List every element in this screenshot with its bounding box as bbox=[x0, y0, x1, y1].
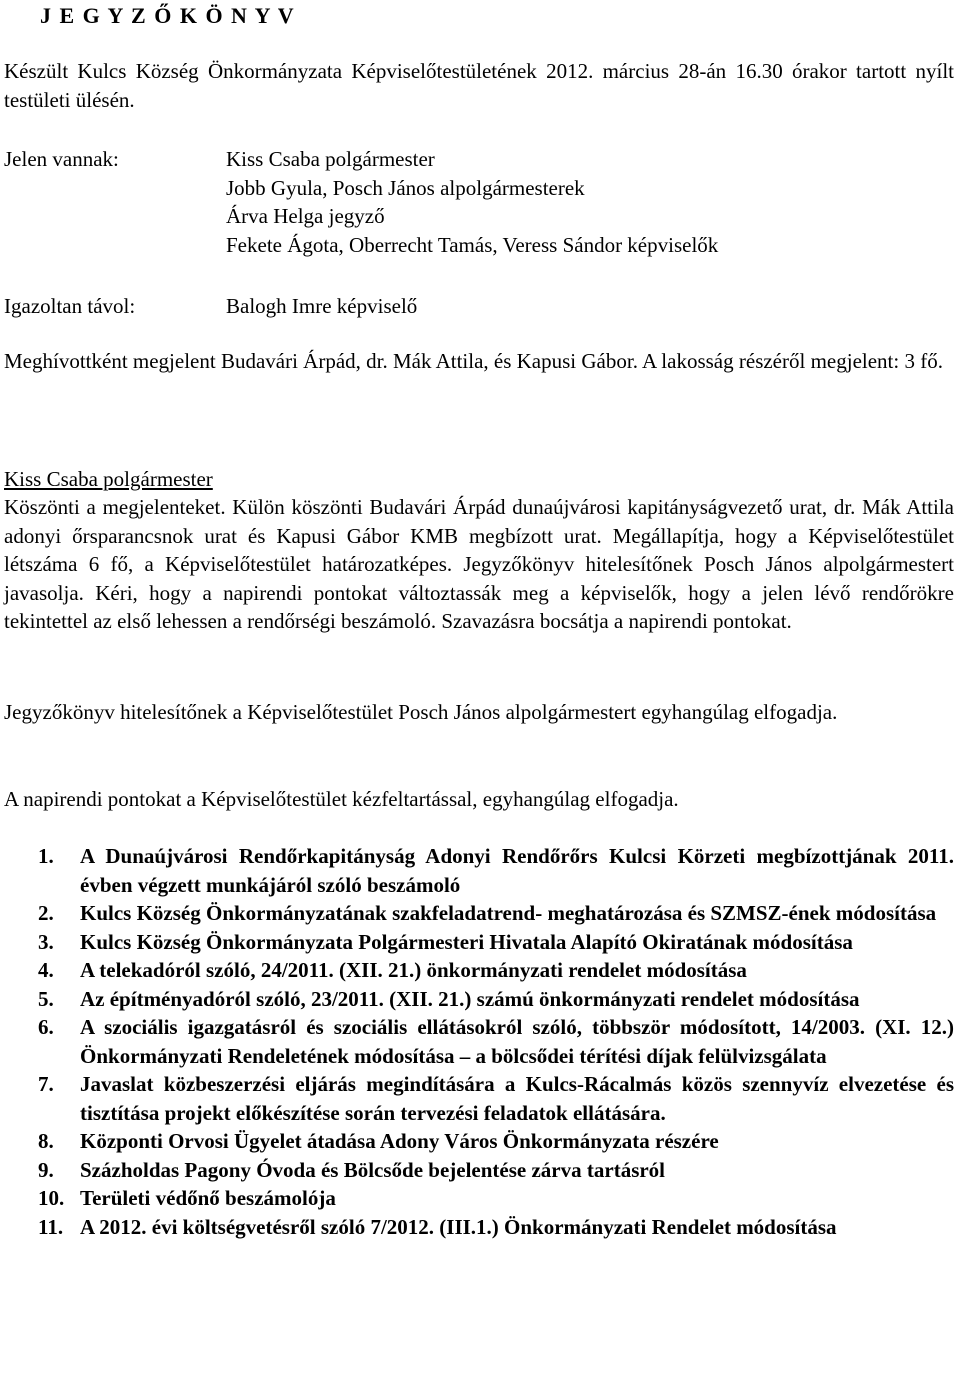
agenda-number: 11. bbox=[38, 1214, 64, 1239]
invited-paragraph: Meghívottként megjelent Budavári Árpád, dr. Mák Attila, és Kapusi Gábor. A lakosság részéről megjelent: 3 fő. bbox=[4, 349, 943, 373]
agenda-item bbox=[38, 842, 954, 899]
attendee-line: Árva Helga jegyző bbox=[226, 204, 385, 228]
agenda-number: 1. bbox=[38, 844, 54, 868]
agenda-item bbox=[38, 1070, 954, 1127]
agenda-text: A Dunaújvárosi Rendőrkapitányság Adonyi Rendőrőrs Kulcsi Körzeti megbízottjának 2011. évben végzett munkájáról szóló beszámoló bbox=[80, 844, 954, 897]
agenda-number: 2. bbox=[38, 901, 54, 925]
agenda-number: 7. bbox=[38, 1072, 54, 1096]
agenda-text: Kulcs Község Önkormányzatának szakfeladatrend- meghatározása és SZMSZ-ének módosítása bbox=[80, 901, 937, 925]
speech-paragraph: Köszönti a megjelenteket. Külön köszönti Budavári Árpád dunaújvárosi kapitányságvezető urat, dr. Mák Attila adonyi őrsparancsnok urat és Kapusi Gábor KMB megbízott urat. Megállapítja, hogy a Képviselőtestület létszáma 6 fő, a Képviselőtestület határozatképes. Jegyzőkönyv hitelesítőnek Posch János alpolgármestert javasolja. Kéri, hogy a napirendi pontokat változtassák meg a képviselők, hogy a jelen lévő rendőrökre tekintettel az első lehessen a rendőrségi beszámoló. Szavazásra bocsátja a napirendi pontokat. bbox=[4, 495, 954, 633]
agenda-number: 10. bbox=[38, 1186, 65, 1210]
agenda-item bbox=[38, 1184, 954, 1213]
agenda-number: 8. bbox=[38, 1129, 54, 1153]
agenda-number: 5. bbox=[38, 986, 54, 1011]
agenda-text: A 2012. évi költségvetésről szóló 7/2012. (III.1.) Önkormányzati Rendelet módosítása bbox=[80, 1214, 837, 1239]
agenda-item bbox=[38, 956, 954, 985]
agenda-list bbox=[38, 842, 954, 1241]
agenda-item bbox=[38, 1156, 954, 1185]
attendees-list bbox=[226, 145, 718, 259]
agenda-number: 9. bbox=[38, 1157, 54, 1182]
intro-paragraph: Készült Kulcs Község Önkormányzata Képviselőtestületének 2012. március 28-án 16.30 órakor tartott nyílt testületi ülésén. bbox=[4, 59, 954, 112]
absent-member: Balogh Imre képviselő bbox=[226, 294, 418, 318]
agenda-text: Az építményadóról szóló, 23/2011. (XII. 21.) számú önkormányzati rendelet módosítása bbox=[80, 986, 860, 1011]
attendees-label: Jelen vannak: bbox=[4, 147, 119, 171]
agenda-text: Javaslat közbeszerzési eljárás megindítására a Kulcs-Rácalmás közös szennyvíz elvezetése és tisztítása projekt előkészítése során tervezési feladatok ellátására. bbox=[80, 1072, 954, 1125]
absent-label: Igazoltan távol: bbox=[4, 294, 136, 318]
attendee-line: Jobb Gyula, Posch János alpolgármesterek bbox=[226, 175, 585, 200]
attendee-line: Fekete Ágota, Oberrecht Tamás, Veress Sándor képviselők bbox=[226, 232, 719, 257]
agenda-text: Százholdas Pagony Óvoda és Bölcsőde bejelentése zárva tartásról bbox=[80, 1157, 666, 1182]
agenda-text: Területi védőnő beszámolója bbox=[80, 1186, 336, 1210]
agenda-item bbox=[38, 1013, 954, 1070]
agenda-item bbox=[38, 985, 954, 1014]
agenda-text: Kulcs Község Önkormányzata Polgármesteri Hivatala Alapító Okiratának módosítása bbox=[80, 929, 853, 954]
decision-paragraph: Jegyzőkönyv hitelesítőnek a Képviselőtestület Posch János alpolgármestert egyhangúlag elfogadja. bbox=[4, 700, 838, 724]
speaker-heading: Kiss Csaba polgármester bbox=[4, 467, 213, 491]
agenda-item bbox=[38, 928, 954, 957]
agenda-item bbox=[38, 1127, 954, 1156]
agenda-number: 6. bbox=[38, 1015, 54, 1039]
agenda-text: A szociális igazgatásról és szociális ellátásokról szóló, többször módosított, 14/2003. (XI. 12.) Önkormányzati Rendeletének módosítása – a bölcsődei térítési díjak felülvizsgálata bbox=[80, 1015, 954, 1068]
agenda-item bbox=[38, 1213, 954, 1242]
document-title: J E G Y Z Ő K Ö N Y V bbox=[40, 3, 296, 28]
decision-paragraph: A napirendi pontokat a Képviselőtestület kézfeltartással, egyhangúlag elfogadja. bbox=[4, 787, 679, 811]
agenda-text: Központi Orvosi Ügyelet átadása Adony Város Önkormányzata részére bbox=[80, 1129, 719, 1153]
attendee-line: Kiss Csaba polgármester bbox=[226, 147, 435, 171]
agenda-number: 4. bbox=[38, 958, 54, 982]
agenda-number: 3. bbox=[38, 929, 54, 954]
agenda-text: A telekadóról szóló, 24/2011. (XII. 21.) önkormányzati rendelet módosítása bbox=[80, 958, 747, 982]
agenda-item bbox=[38, 899, 954, 928]
